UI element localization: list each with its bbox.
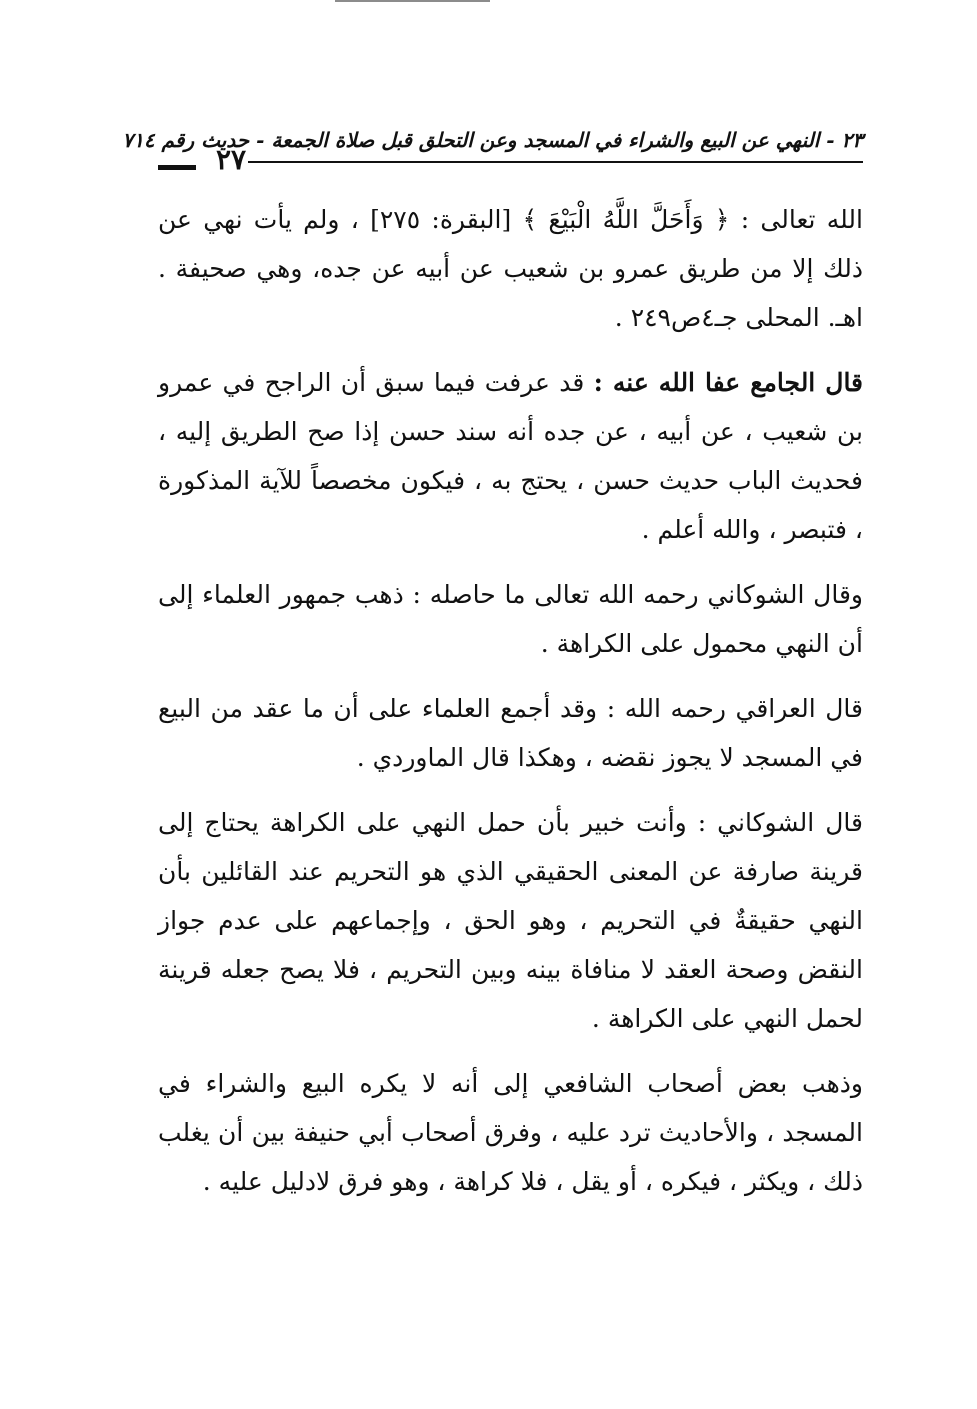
paragraph-6 [158,1059,863,1206]
paragraph-text: قد عرفت فيما سبق أن الراجح في عمرو بن شعيب ، عن أبيه ، عن جده أنه سند حسن إذا صح الطريق إليه ، فحديث الباب حديث حسن ، يحتج به ، فيكون مخصصاً للآية المذكورة ، فتبصر ، والله أعلم . [158,368,863,544]
scan-edge-line [335,0,490,2]
paragraph-3 [158,570,863,668]
paragraph-text: وقال الشوكاني رحمه الله تعالى ما حاصله : ذهب جمهور العلماء إلى أن النهي محمول على الكراهة . [158,580,863,658]
paragraph-text: الله تعالى : ﴿ وَأَحَلَّ اللَّهُ الْبَيْعَ ﴾ [البقرة: ٢٧٥] ، ولم يأت نهي عن ذلك إلا من طريق عمرو بن شعيب عن أبيه عن جده، وهي صحيفة . اهـ. المحلى جـ٤ص٢٤٩ . [158,205,863,332]
paragraph-text: قال الشوكاني : وأنت خبير بأن حمل النهي على الكراهة يحتاج إلى قرينة صارفة عن المعنى الحقيقي الذي هو التحريم عند القائلين بأن النهي حقيقةٌ في التحريم ، وهو الحق ، وإجماعهم على عدم جواز النقض وصحة العقد لا منافاة بينه وبين التحريم ، فلا يصح جعله قرينة لحمل النهي على الكراهة . [158,808,863,1033]
running-header [122,128,863,188]
paragraph-1 [158,195,863,342]
paragraph-4 [158,684,863,782]
page-number: ٢٧ [216,143,247,176]
header-title: ٢٣ - النهي عن البيع والشراء في المسجد وعن التحلق قبل صلاة الجمعة - حديث رقم ٧١٤ [122,128,863,152]
paragraph-text: قال العراقي رحمه الله : وقد أجمع العلماء على أن ما عقد من البيع في المسجد لا يجوز نقضه ، وهكذا قال الماوردي . [158,694,863,772]
paragraph-lead: قال الجامع عفا الله عنه : [593,368,864,397]
page-number-dash [158,165,196,170]
page-body [158,195,863,1305]
paragraph-text: وذهب بعض أصحاب الشافعي إلى أنه لا يكره البيع والشراء في المسجد ، والأحاديث ترد عليه ، وفرق أصحاب أبي حنيفة بين أن يغلب ذلك ، ويكثر ، فيكره ، أو يقل ، فلا كراهة ، وهو فرق لادليل عليه . [158,1069,863,1196]
header-rule [248,161,863,163]
paragraph-5 [158,798,863,1043]
paragraph-2 [158,358,863,554]
